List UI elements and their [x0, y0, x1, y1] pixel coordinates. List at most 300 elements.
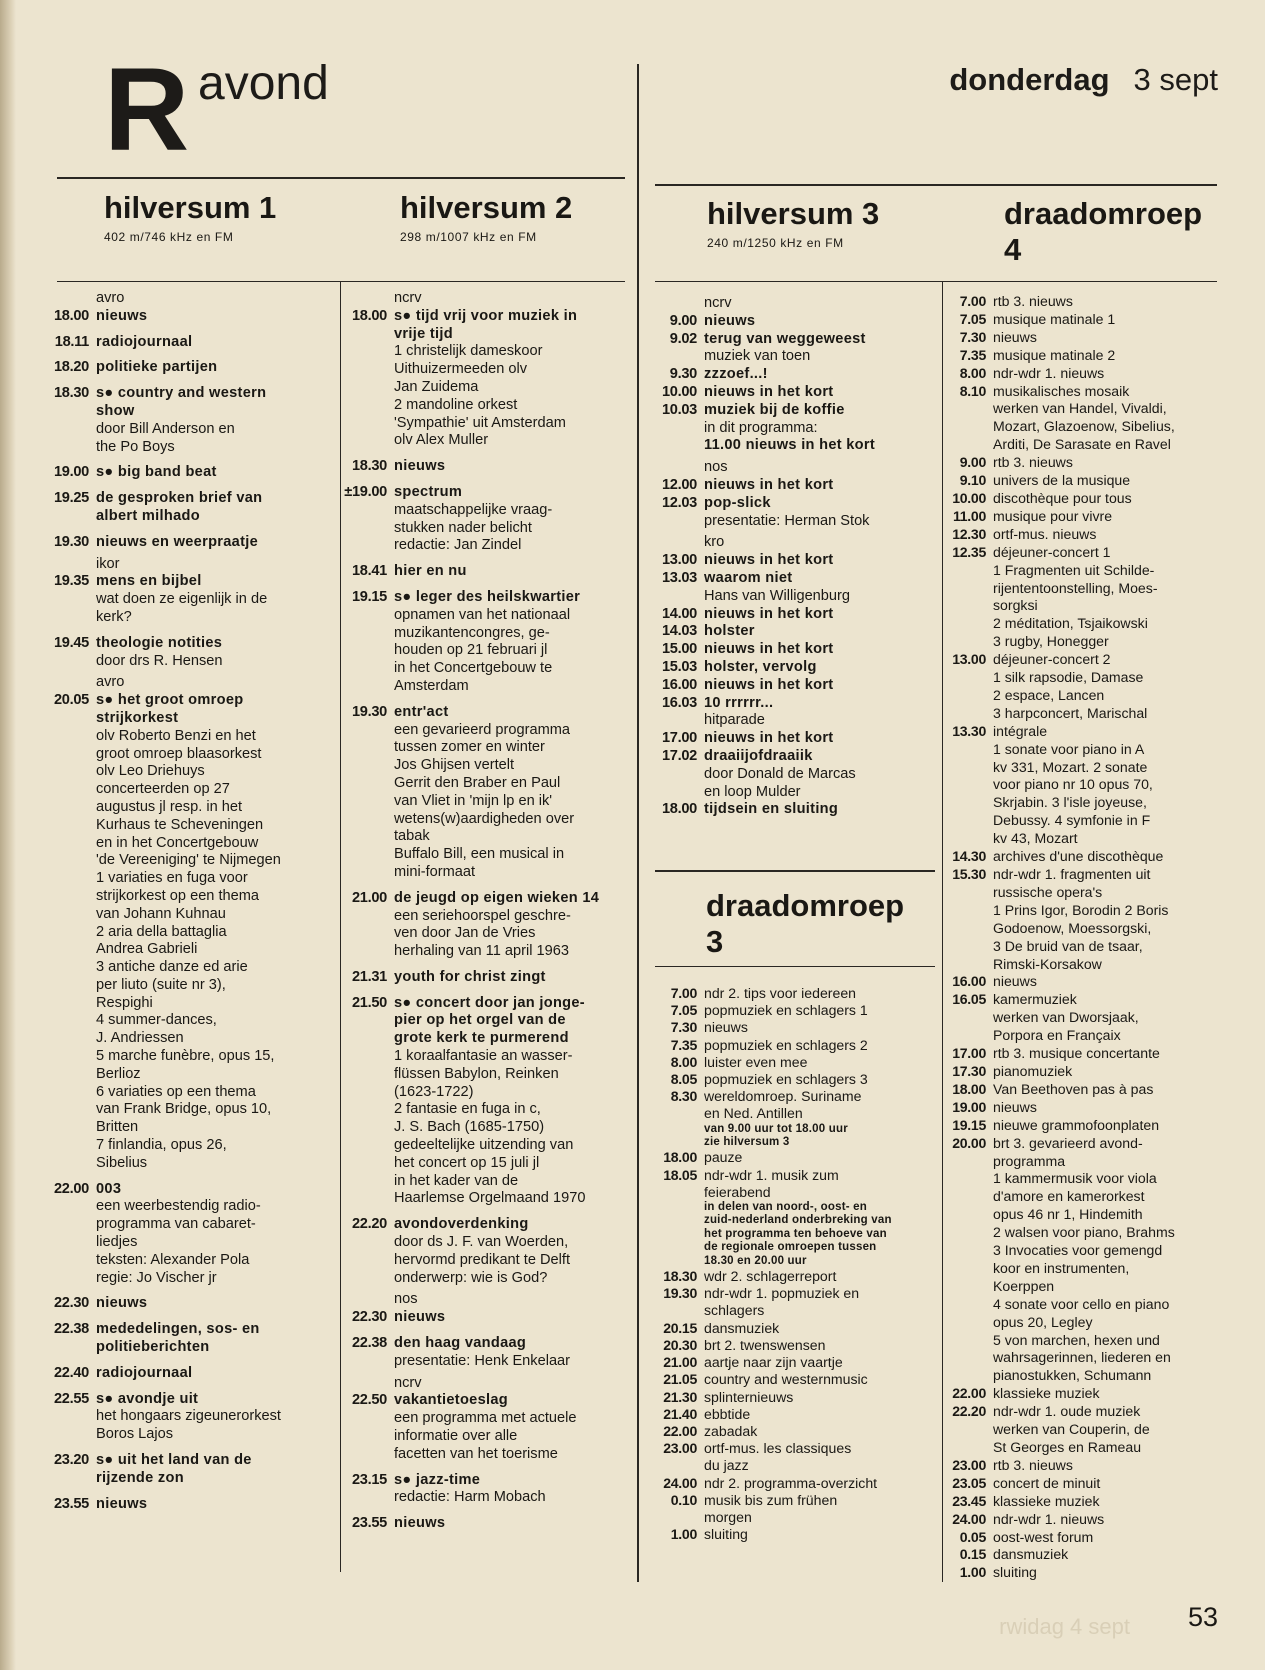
- schedule-entry: [652, 1526, 937, 1543]
- entry-time: 18.00: [663, 1149, 697, 1166]
- entry-time: 22.50: [351, 1392, 387, 1409]
- station-header-hilversum-3: [707, 196, 879, 250]
- schedule-entry: [941, 293, 1231, 311]
- spacer: [342, 696, 634, 704]
- station-frequency: 402 m/746 kHz en FM: [104, 230, 234, 244]
- entry-time: 20.00: [952, 1134, 986, 1151]
- entry-time: 16.00: [952, 973, 986, 990]
- entry-description: ndr-wdr 1. fragmenten uit: [993, 866, 1151, 882]
- entry-title: spectrum: [394, 483, 463, 500]
- entry-time: 22.00: [952, 1385, 986, 1402]
- column-divider-h1-h2: [340, 282, 341, 1572]
- entry-title: rijzende zon: [96, 1469, 184, 1486]
- entry-title: mededelingen, sos- en: [96, 1321, 260, 1338]
- entry-body: [704, 1019, 937, 1036]
- schedule-entry: [941, 526, 1231, 544]
- entry-time: 18.20: [53, 359, 89, 376]
- entry-body: [704, 641, 937, 659]
- schedule-entry: [941, 1117, 1231, 1135]
- entry-description: 2 aria della battaglia: [96, 923, 227, 940]
- schedule-entry: [44, 1391, 334, 1444]
- entry-time: 7.00: [670, 985, 697, 1001]
- left-header-rule: [57, 177, 625, 179]
- page-number: 53: [1187, 1602, 1218, 1632]
- schedule-entry: [941, 1511, 1231, 1529]
- schedule-entry: [941, 1063, 1231, 1081]
- entry-time: 22.20: [952, 1403, 986, 1420]
- entry-time: 12.03: [661, 494, 697, 511]
- entry-body: [704, 985, 937, 1002]
- entry-description: russische opera's: [993, 883, 1103, 900]
- right-subheader-rule: [655, 281, 1217, 282]
- entry-description: ndr-wdr 1. popmuziek en: [704, 1285, 860, 1302]
- bleed-through-text: rwidag 4 sept: [999, 1614, 1130, 1639]
- entry-description: Buffalo Bill, een musical in: [394, 846, 565, 863]
- entry-description: door ds J. F. van Woerden,: [394, 1234, 569, 1251]
- entry-description: nieuws: [993, 328, 1037, 345]
- entry-time: 22.30: [53, 1295, 89, 1312]
- entry-time: 22.00: [663, 1422, 697, 1439]
- entry-description: intégrale: [993, 722, 1048, 739]
- entry-description: ven door Jan de Vries: [394, 925, 536, 942]
- schedule-entry: [652, 1268, 937, 1285]
- spacer: [342, 476, 634, 484]
- entry-title: entr'act: [394, 703, 449, 720]
- entry-description: kamermuziek: [993, 991, 1077, 1008]
- entry-title: nieuws in het kort: [704, 383, 834, 400]
- entry-description: Berlioz: [96, 1065, 141, 1082]
- schedule-entry: [44, 534, 334, 552]
- spacer: [342, 1507, 634, 1515]
- entry-description: olv Alex Muller: [394, 432, 489, 449]
- schedule-entry: [941, 866, 1231, 973]
- entry-body: [993, 1475, 1231, 1493]
- entry-body: [993, 1403, 1231, 1457]
- entry-description: Godoenow, Moessorgski,: [993, 919, 1152, 936]
- spacer: [44, 1488, 334, 1496]
- schedule-entry: [652, 730, 937, 748]
- entry-time: 8.10: [959, 382, 986, 399]
- entry-description: klassieke muziek: [993, 1385, 1100, 1402]
- station-name: hilversum 2: [400, 190, 573, 225]
- entry-description: 3 harpconcert, Marischal: [993, 704, 1148, 721]
- entry-body: [704, 659, 937, 677]
- schedule-entry: [342, 969, 634, 987]
- entry-description: wahrsagerinnen, liederen en: [993, 1349, 1171, 1366]
- entry-time: 7.00: [959, 293, 986, 309]
- entry-body: [993, 1045, 1231, 1063]
- entry-description: archives d'une discothèque: [993, 848, 1164, 865]
- entry-body: [96, 334, 334, 352]
- schedule-entry: [941, 490, 1231, 508]
- entry-time: 21.50: [351, 994, 387, 1011]
- entry-body: [704, 1088, 937, 1149]
- schedule-entry: [652, 402, 937, 455]
- schedule-draadomroep-4: [941, 293, 1231, 1582]
- entry-time: 15.03: [661, 658, 697, 675]
- entry-description: 2 walsen voor piano, Brahms: [993, 1224, 1175, 1241]
- entry-description: pianomuziek: [993, 1062, 1073, 1079]
- entry-description: ndr-wdr 1. oude muziek: [993, 1403, 1141, 1420]
- schedule-entry: [652, 570, 937, 606]
- entry-time: 18.11: [54, 333, 89, 350]
- entry-time: 24.00: [952, 1510, 986, 1527]
- entry-description: aartje naar zijn vaartje: [704, 1354, 843, 1371]
- entry-description: onderwerp: wie is God?: [394, 1269, 548, 1286]
- schedule-entry: [941, 365, 1231, 383]
- entry-description: in het kader van de: [394, 1172, 519, 1189]
- entry-time: 18.05: [663, 1166, 697, 1183]
- schedule-entry: [652, 1389, 937, 1406]
- entry-body: [993, 1099, 1231, 1117]
- entry-body: [993, 1117, 1231, 1135]
- entry-body: [993, 544, 1231, 651]
- schedule-entry: [342, 308, 634, 450]
- entry-body: [704, 1149, 937, 1166]
- entry-title: show: [96, 402, 135, 419]
- entry-title: nieuws: [394, 458, 446, 475]
- entry-description: in dit programma:: [704, 419, 818, 436]
- entry-description: déjeuner-concert 2: [993, 651, 1111, 668]
- schedule-entry: [941, 472, 1231, 490]
- entry-description: wat doen ze eigenlijk in de: [96, 591, 268, 608]
- entry-description: het concert op 15 juli jl: [394, 1154, 540, 1171]
- entry-description: musikalisches mosaik: [993, 382, 1130, 399]
- schedule-entry: [652, 1475, 937, 1492]
- entry-title: nieuws: [394, 1515, 446, 1532]
- spacer: [342, 1327, 634, 1335]
- entry-description: popmuziek en schlagers 3: [704, 1071, 868, 1088]
- spacer: [44, 351, 334, 359]
- station-header-draadomroep-4: [1004, 196, 1202, 268]
- entry-description: een gevarieerd programma: [394, 721, 571, 738]
- entry-time: 18.41: [351, 563, 387, 580]
- entry-time: 9.00: [669, 312, 697, 329]
- entry-time: 12.35: [952, 543, 986, 560]
- entry-description: 'Sympathie' uit Amsterdam: [394, 414, 566, 431]
- entry-time: 17.02: [661, 747, 697, 764]
- entry-body: [394, 1472, 634, 1508]
- entry-time: 21.31: [351, 968, 387, 985]
- entry-time: 17.30: [952, 1062, 986, 1079]
- schedule-entry: [44, 334, 334, 352]
- schedule-entry: [44, 1181, 334, 1288]
- section-title: avond: [198, 57, 329, 110]
- entry-description: rtb 3. nieuws: [993, 454, 1073, 471]
- schedule-entry: [941, 1457, 1231, 1475]
- entry-title: 11.00 nieuws in het kort: [704, 437, 876, 454]
- entry-description: werken van Couperin, de: [993, 1421, 1150, 1438]
- entry-body: [993, 651, 1231, 723]
- entry-time: 18.00: [952, 1080, 986, 1097]
- entry-time: 10.00: [661, 383, 697, 400]
- entry-description: van Frank Bridge, opus 10,: [96, 1101, 272, 1118]
- schedule-entry: [652, 495, 937, 531]
- entry-title: nieuws: [96, 307, 148, 324]
- entry-description: wetens(w)aardigheden over: [394, 810, 575, 827]
- schedule-entry: [941, 1529, 1231, 1547]
- entry-time: 7.05: [959, 310, 986, 327]
- entry-description: 1 silk rapsodie, Damase: [993, 669, 1144, 686]
- entry-time: 7.35: [670, 1036, 697, 1053]
- entry-time: 16.05: [952, 991, 986, 1008]
- entry-time: 23.00: [952, 1456, 986, 1473]
- entry-description: stukken nader belicht: [394, 519, 532, 536]
- schedule-entry: [342, 995, 634, 1209]
- entry-title: mens en bijbel: [96, 573, 202, 590]
- entry-description: 4 summer-dances,: [96, 1012, 217, 1029]
- page-center-divider: [637, 64, 639, 1582]
- entry-time: 19.15: [351, 588, 387, 605]
- entry-description: programma van cabaret-: [96, 1216, 256, 1233]
- entry-note: zie hilversum 3: [704, 1136, 790, 1149]
- right-header-rule: [655, 184, 1217, 186]
- entry-body: [704, 1423, 937, 1440]
- spacer: [44, 1173, 334, 1181]
- entry-description: univers de la musique: [993, 472, 1131, 489]
- entry-body: [704, 477, 937, 495]
- broadcaster-label: nos: [394, 1291, 418, 1308]
- entry-time: 14.03: [661, 623, 697, 640]
- entry-description: werken van Dworsjaak,: [993, 1009, 1139, 1026]
- entry-description: kv 331, Mozart. 2 sonate: [993, 758, 1148, 775]
- entry-description: nieuws: [993, 1098, 1037, 1115]
- entry-body: [993, 383, 1231, 455]
- entry-body: [96, 464, 334, 482]
- entry-description: 1 kammermusik voor viola: [993, 1170, 1157, 1187]
- entry-body: [96, 1496, 334, 1514]
- entry-body: [704, 1354, 937, 1371]
- entry-time: 8.05: [670, 1071, 697, 1088]
- entry-body: [96, 1391, 334, 1444]
- entry-body: [704, 1002, 937, 1019]
- entry-description: J. Andriessen: [96, 1030, 184, 1047]
- station-frequency: 298 m/1007 kHz en FM: [400, 230, 537, 244]
- entry-description: programma: [993, 1152, 1066, 1169]
- schedule-entry: [652, 552, 937, 570]
- entry-description: door drs R. Hensen: [96, 652, 223, 669]
- entry-body: [704, 730, 937, 748]
- entry-time: 12.00: [661, 476, 697, 493]
- schedule-entry: [652, 1406, 937, 1423]
- entry-description: brt 3. gevarieerd avond-: [993, 1134, 1143, 1151]
- entry-title: 10 rrrrrr...: [704, 694, 774, 711]
- entry-description: presentatie: Henk Enkelaar: [394, 1352, 571, 1369]
- entry-body: [704, 1037, 937, 1054]
- entry-title: hier en nu: [394, 563, 467, 580]
- entry-description: musique matinale 2: [993, 346, 1116, 363]
- entry-description: 5 von marchen, hexen und: [993, 1331, 1160, 1348]
- entry-time: 11.00: [953, 507, 986, 524]
- entry-body: [993, 454, 1231, 472]
- broadcaster-label: ncrv: [394, 290, 422, 306]
- entry-body: [704, 623, 937, 641]
- schedule-entry: [342, 563, 634, 581]
- entry-title: holster: [704, 623, 755, 640]
- entry-title: nieuws: [704, 312, 756, 329]
- schedule-entry: [44, 359, 334, 377]
- entry-time: 9.00: [959, 454, 986, 471]
- entry-title: nieuws in het kort: [704, 476, 834, 493]
- entry-note: het programma ten behoeve van: [704, 1227, 887, 1240]
- entry-description: Sibelius: [96, 1154, 148, 1171]
- entry-body: [993, 1511, 1231, 1529]
- entry-time: 14.00: [661, 605, 697, 622]
- entry-title: s● big band beat: [96, 464, 217, 481]
- entry-description: opus 20, Legley: [993, 1313, 1093, 1330]
- entry-time: 22.55: [53, 1390, 89, 1407]
- schedule-entry: [652, 1019, 937, 1036]
- schedule-entry: [941, 544, 1231, 651]
- entry-description: pianostukken, Schumann: [993, 1367, 1152, 1384]
- schedule-entry: [652, 1423, 937, 1440]
- schedule-entry: [44, 1321, 334, 1357]
- broadcaster-label: nos: [704, 459, 728, 476]
- broadcaster-label: ncrv: [704, 295, 732, 311]
- schedule-entry: [652, 801, 937, 819]
- entry-description: 6 variaties op een thema: [96, 1083, 256, 1100]
- schedule-entry: [941, 347, 1231, 365]
- entry-description: opnamen van het nationaal: [394, 606, 571, 623]
- station-name-line-2: 3: [706, 924, 724, 959]
- entry-description: tabak: [394, 828, 430, 845]
- entry-body: [993, 508, 1231, 526]
- schedule-entry: [652, 606, 937, 624]
- entry-description: door Bill Anderson en: [96, 420, 235, 437]
- entry-body: [704, 748, 937, 801]
- entry-description: musique matinale 1: [993, 310, 1116, 327]
- entry-description: morgen: [704, 1508, 752, 1525]
- broadcaster-label: avro: [96, 674, 125, 691]
- schedule-entry: [652, 677, 937, 695]
- entry-time: 1.00: [959, 1564, 986, 1581]
- entry-body: [704, 366, 937, 384]
- entry-description: en Ned. Antillen: [704, 1105, 803, 1122]
- entry-body: [704, 331, 937, 367]
- entry-description: luister even mee: [704, 1053, 808, 1070]
- entry-body: [704, 1406, 937, 1423]
- entry-description: rijententoonstelling, Moes-: [993, 579, 1158, 596]
- spacer: [342, 581, 634, 589]
- schedule-entry: [652, 1354, 937, 1371]
- left-subheader-rule: [57, 281, 625, 282]
- entry-body: [993, 1493, 1231, 1511]
- entry-body: [394, 995, 634, 1209]
- entry-body: [993, 329, 1231, 347]
- entry-description: rtb 3. nieuws: [993, 293, 1073, 309]
- entry-time: 0.10: [670, 1491, 697, 1508]
- entry-title: radiojournaal: [96, 1364, 193, 1381]
- entry-body: [704, 1440, 937, 1474]
- entry-description: van Vliet in 'mijn lp en ik': [394, 792, 553, 809]
- broadcaster-label: ikor: [96, 555, 120, 572]
- entry-description: Rimski-Korsakow: [993, 955, 1102, 972]
- entry-body: [96, 359, 334, 377]
- schedule-entry: [342, 484, 634, 555]
- entry-title: waarom niet: [704, 569, 793, 586]
- entry-time: 18.00: [351, 307, 387, 324]
- entry-body: [704, 1475, 937, 1492]
- entry-body: [993, 472, 1231, 490]
- entry-description: werken van Handel, Vivaldi,: [993, 400, 1167, 417]
- entry-description: ndr-wdr 1. nieuws: [993, 1510, 1105, 1527]
- schedule-entry: [941, 508, 1231, 526]
- entry-description: splinternieuws: [704, 1388, 794, 1405]
- entry-description: 1 variaties en fuga voor: [96, 870, 248, 887]
- entry-description: nieuws: [993, 973, 1037, 990]
- entry-description: mini-formaat: [394, 863, 476, 880]
- entry-description: 1 koraalfantasie an wasser-: [394, 1048, 573, 1065]
- schedule-entry: [941, 973, 1231, 991]
- entry-body: [704, 606, 937, 624]
- entry-description: 3 De bruid van de tsaar,: [993, 937, 1143, 954]
- entry-description: 3 Invocaties voor gemengd: [993, 1242, 1163, 1259]
- entry-description: presentatie: Herman Stok: [704, 512, 870, 529]
- spacer: [44, 1444, 334, 1452]
- entry-time: 19.30: [351, 703, 387, 720]
- entry-body: [704, 552, 937, 570]
- station-name: hilversum 1: [104, 190, 277, 225]
- entry-description: Boros Lajos: [96, 1426, 174, 1443]
- entry-description: 2 mandoline orkest: [394, 396, 518, 413]
- entry-time: 13.03: [661, 569, 697, 586]
- schedule-entry: [652, 1037, 937, 1054]
- entry-time: 19.25: [53, 490, 89, 507]
- entry-body: [96, 534, 334, 552]
- schedule-entry: [44, 385, 334, 456]
- entry-body: [704, 1389, 937, 1406]
- entry-description: ndr-wdr 1. nieuws: [993, 364, 1105, 381]
- entry-body: [96, 573, 334, 626]
- entry-description: sorgksi: [993, 597, 1038, 614]
- entry-body: [394, 890, 634, 961]
- entry-body: [394, 1309, 634, 1327]
- entry-description: 3 antiche danze ed arie: [96, 959, 248, 976]
- spacer: [44, 482, 334, 490]
- schedule-entry: [941, 1546, 1231, 1564]
- schedule-entry: [652, 384, 937, 402]
- schedule-entry: [342, 1335, 634, 1371]
- entry-time: 19.30: [53, 533, 89, 550]
- spacer: [44, 377, 334, 385]
- entry-description: concerteerden op 27: [96, 781, 230, 798]
- entry-title: nieuws in het kort: [704, 730, 834, 747]
- entry-body: [704, 1320, 937, 1337]
- station-name-line-1: draadomroep: [1004, 196, 1203, 231]
- entry-description: Britten: [96, 1119, 139, 1136]
- entry-description: Jan Zuidema: [394, 378, 479, 395]
- entry-body: [96, 635, 334, 671]
- entry-description: 1 Fragmenten uit Schilde-: [993, 561, 1155, 578]
- entry-description: kerk?: [96, 608, 132, 625]
- schedule-entry: [941, 1081, 1231, 1099]
- entry-description: regie: Jo Vischer jr: [96, 1269, 217, 1286]
- entry-description: 1 Prins Igor, Borodin 2 Boris: [993, 901, 1169, 918]
- schedule-entry: [44, 308, 334, 326]
- station-name-line-2: 4: [1004, 232, 1022, 267]
- entry-time: 14.30: [952, 848, 986, 865]
- broadcaster-label: ncrv: [394, 1374, 422, 1391]
- entry-description: Andrea Gabrieli: [96, 941, 198, 958]
- entry-description: Porpora en Françaix: [993, 1027, 1121, 1044]
- entry-time: 22.20: [351, 1216, 387, 1233]
- schedule-entry: [652, 748, 937, 801]
- entry-time: 16.03: [661, 694, 697, 711]
- spacer: [44, 1313, 334, 1321]
- entry-body: [96, 1295, 334, 1313]
- entry-title: strijkorkest: [96, 709, 179, 726]
- entry-description: ortf-mus. nieuws: [993, 525, 1097, 542]
